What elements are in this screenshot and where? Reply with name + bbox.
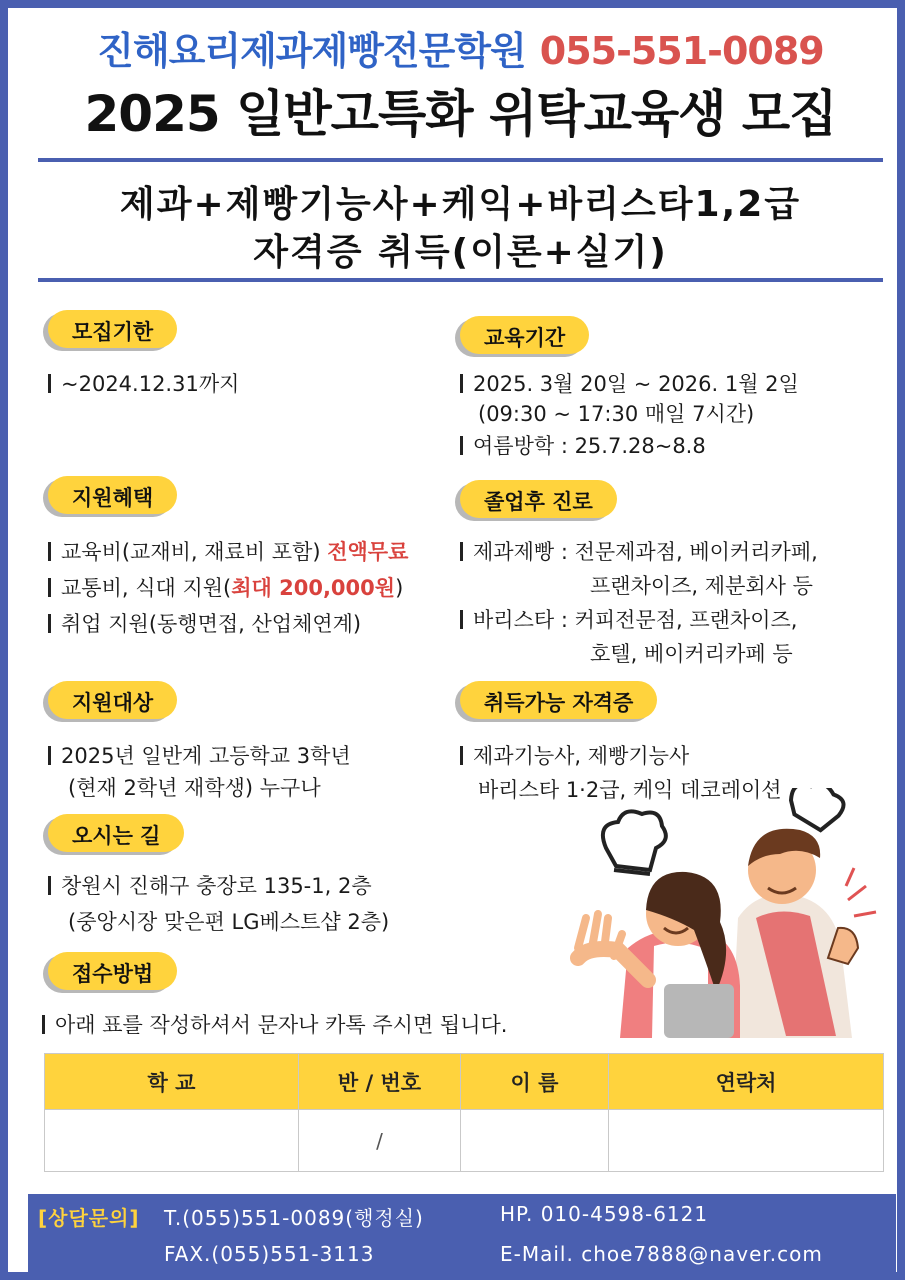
sparkle-lines-icon	[846, 868, 876, 916]
badge-recruit-deadline: 모집기한	[48, 310, 177, 348]
table-header-row	[45, 1054, 884, 1110]
target-line-1	[48, 740, 351, 770]
page-title: 2025 일반고특화 위탁교육생 모집	[84, 85, 837, 143]
benefit-1-highlight: 전액무료	[327, 540, 409, 564]
career-line-4: 호텔, 베이커리카페 등	[590, 642, 793, 666]
benefit-2-suffix: )	[395, 576, 404, 600]
subtitle-line-1: 제과+제빵기능사+케익+바리스타1,2급	[119, 184, 802, 225]
class-number-cell[interactable]: /	[299, 1110, 461, 1172]
contact-email: E-Mail. choe7888@naver.com	[500, 1242, 823, 1266]
boy-figure	[732, 829, 858, 1038]
bullet-bar	[42, 1015, 45, 1034]
badge-career: 졸업후 진로	[460, 480, 617, 518]
column-header-school: 학 교	[45, 1054, 299, 1110]
badge-benefits: 지원혜택	[48, 476, 177, 514]
directions-text-1: 창원시 진해구 충장로 135-1, 2층	[61, 874, 372, 898]
header-school-line	[8, 20, 905, 75]
school-name: 진해요리제과제빵전문학원	[97, 29, 526, 73]
target-text-1: 2025년 일반계 고등학교 3학년	[61, 744, 351, 768]
edu-period-text-3: 여름방학 : 25.7.28~8.8	[473, 434, 706, 458]
certificates-line-1	[460, 740, 689, 770]
chef-hat-icon	[603, 811, 666, 874]
bullet-bar	[460, 542, 463, 561]
bullet-bar	[48, 614, 51, 633]
edu-period-text-1: 2025. 3월 20일 ~ 2026. 1월 2일	[473, 372, 799, 396]
application-form-table	[44, 1053, 884, 1172]
badge-edu-period: 교육기간	[460, 316, 589, 354]
edu-period-line-3	[460, 430, 706, 460]
bullet-bar	[460, 374, 463, 393]
table-row	[45, 1110, 884, 1172]
certificates-line-2: 바리스타 1·2급, 케익 데코레이션	[478, 778, 782, 802]
divider-bottom	[38, 278, 883, 282]
badge-certificates: 취득가능 자격증	[460, 681, 657, 719]
header-phone: 055-551-0089	[539, 29, 824, 73]
bullet-bar	[460, 746, 463, 765]
bullet-bar	[460, 436, 463, 455]
benefit-line-1	[48, 536, 408, 566]
badge-apply-method: 접수방법	[48, 952, 177, 990]
column-header-class-number: 반 / 번호	[299, 1054, 461, 1110]
directions-line-1	[48, 870, 372, 900]
benefit-line-2	[48, 572, 403, 602]
bullet-bar	[48, 746, 51, 765]
subtitle-line-2: 자격증 취득(이론+실기)	[253, 232, 668, 273]
badge-target: 지원대상	[48, 681, 177, 719]
bullet-bar	[48, 876, 51, 895]
girl-figure	[578, 872, 740, 1038]
apply-method-text: 아래 표를 작성하셔서 문자나 카톡 주시면 됩니다.	[55, 1013, 508, 1037]
certificates-text-1: 제과기능사, 제빵기능사	[473, 744, 690, 768]
bullet-bar	[48, 542, 51, 561]
contact-fax: FAX.(055)551-3113	[164, 1242, 375, 1266]
contact-footer	[28, 1194, 896, 1276]
career-line-3	[460, 604, 797, 634]
benefit-1-text: 교육비(교재비, 재료비 포함)	[61, 540, 328, 564]
recruit-deadline-line	[48, 368, 239, 398]
badge-directions: 오시는 길	[48, 814, 184, 852]
students-illustration	[568, 788, 888, 1038]
edu-period-line-2: (09:30 ~ 17:30 매일 7시간)	[478, 402, 755, 426]
benefit-2-highlight: 최대 200,000원	[231, 576, 396, 600]
chef-hat-icon	[784, 788, 849, 835]
edu-period-line-1	[460, 368, 799, 398]
bullet-bar	[48, 374, 51, 393]
contact-cell[interactable]	[609, 1110, 884, 1172]
career-line-1	[460, 536, 818, 566]
contact-tel: T.(055)551-0089(행정실)	[164, 1206, 424, 1230]
column-header-contact: 연락처	[609, 1054, 884, 1110]
apply-method-line	[42, 1009, 507, 1039]
benefit-2-text: 교통비, 식대 지원(	[61, 576, 232, 600]
bullet-bar	[460, 610, 463, 629]
name-cell[interactable]	[461, 1110, 609, 1172]
school-cell[interactable]	[45, 1110, 299, 1172]
contact-hp: HP. 010-4598-6121	[500, 1202, 709, 1226]
contact-label: [상담문의]	[38, 1206, 140, 1230]
career-line-2: 프랜차이즈, 제분회사 등	[590, 574, 813, 598]
career-text-1: 제과제빵 : 전문제과점, 베이커리카페,	[473, 540, 818, 564]
divider-top	[38, 158, 883, 162]
column-header-name: 이 름	[461, 1054, 609, 1110]
directions-line-2: (중앙시장 맞은편 LG베스트샵 2층)	[68, 910, 390, 934]
bullet-bar	[48, 578, 51, 597]
benefit-3-text: 취업 지원(동행면접, 산업체연계)	[61, 612, 362, 636]
career-text-3: 바리스타 : 커피전문점, 프랜차이즈,	[473, 608, 798, 632]
recruit-deadline-text: ~2024.12.31까지	[61, 372, 240, 396]
target-line-2: (현재 2학년 재학생) 누구나	[68, 776, 321, 800]
benefit-line-3	[48, 608, 361, 638]
